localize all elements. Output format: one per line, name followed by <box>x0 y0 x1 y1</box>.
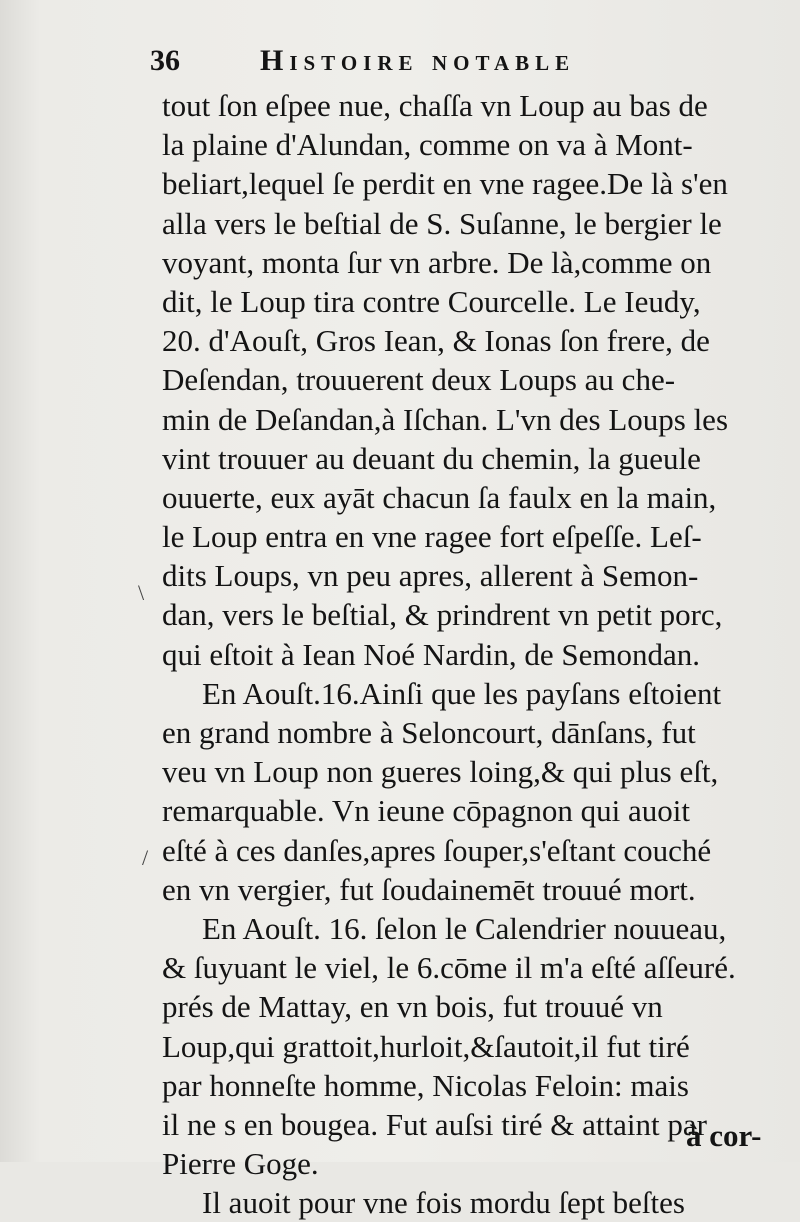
text-line: Deſendan, trouuerent deux Loups au che- <box>162 362 676 398</box>
text-line: dit, le Loup tira contre Courcelle. Le Ieudy, <box>162 283 701 319</box>
text-line: qui eſtoit à Iean Noé Nardin, de Semondan. <box>162 636 701 672</box>
paragraph-start-line: En Aouſt.16.Ainſi que les payſans eſtoient <box>202 675 722 711</box>
margin-mark-icon: / <box>142 845 149 870</box>
page-header <box>150 44 770 84</box>
text-line: 20. d'Aouſt, Gros Iean, & Ionas ſon frere, de <box>162 323 710 359</box>
text-line: & ſuyuant le viel, le 6.cōme il m'a eſté aſſeuré. <box>162 950 736 986</box>
text-line: beliart,lequel ſe perdit en vne ragee.De là s'en <box>162 166 728 202</box>
paragraph-start-line: En Aouſt. 16. ſelon le Calendrier nouueau, <box>202 910 727 946</box>
text-line: veu vn Loup non gueres loing,& qui plus eſt, <box>162 754 719 790</box>
text-line: il ne s en bougea. Fut auſsi tiré & attaint par <box>162 1106 707 1142</box>
text-line: dan, vers le beſtial, & prindrent vn petit porc, <box>162 597 723 633</box>
text-line: voyant, monta ſur vn arbre. De là,comme on <box>162 244 712 280</box>
margin-mark-icon: \ <box>138 580 145 605</box>
text-line: tout ſon eſpee nue, chaſſa vn Loup au bas de <box>162 88 708 123</box>
text-line: alla vers le beſtial de S. Suſanne, le bergier le <box>162 205 722 241</box>
body-text <box>162 86 772 1222</box>
text-line: prés de Mattay, en vn bois, fut trouué vn <box>162 989 663 1025</box>
text-line: en grand nombre à Seloncourt, dānſans, fut <box>162 715 696 750</box>
text-line: le Loup entra en vne ragee fort eſpeſſe. Leſ- <box>162 519 702 555</box>
text-line: Loup,qui grattoit,hurloit,&ſautoit,il fut tiré <box>162 1028 690 1064</box>
page-number: 36 <box>150 44 180 77</box>
text-line: la plaine d'Alundan, comme on va à Mont- <box>162 127 693 163</box>
text-line: ouuerte, eux ayāt chacun ſa faulx en la main, <box>162 479 717 515</box>
text-line: par honneſte homme, Nicolas Feloin: mais <box>162 1067 689 1103</box>
text-line: dits Loups, vn peu apres, allerent à Semon- <box>162 558 699 594</box>
catchword: à cor- <box>686 1118 762 1153</box>
running-title: Histoire notable <box>260 44 576 77</box>
text-line: remarquable. Vn ieune cōpagnon qui auoit <box>162 793 690 829</box>
text-line: vint trouuer au deuant du chemin, la gueule <box>162 440 701 476</box>
text-line: en vn vergier, fut ſoudainemēt trouué mort. <box>162 871 696 907</box>
text-line: Pierre Goge. <box>162 1146 319 1182</box>
text-line: eſté à ces danſes,apres ſouper,s'eſtant couché <box>162 832 712 868</box>
text-line: min de Deſandan,à Iſchan. L'vn des Loups les <box>162 401 729 437</box>
paragraph-start-line: Il auoit pour vne fois mordu ſept beſtes <box>202 1185 685 1221</box>
